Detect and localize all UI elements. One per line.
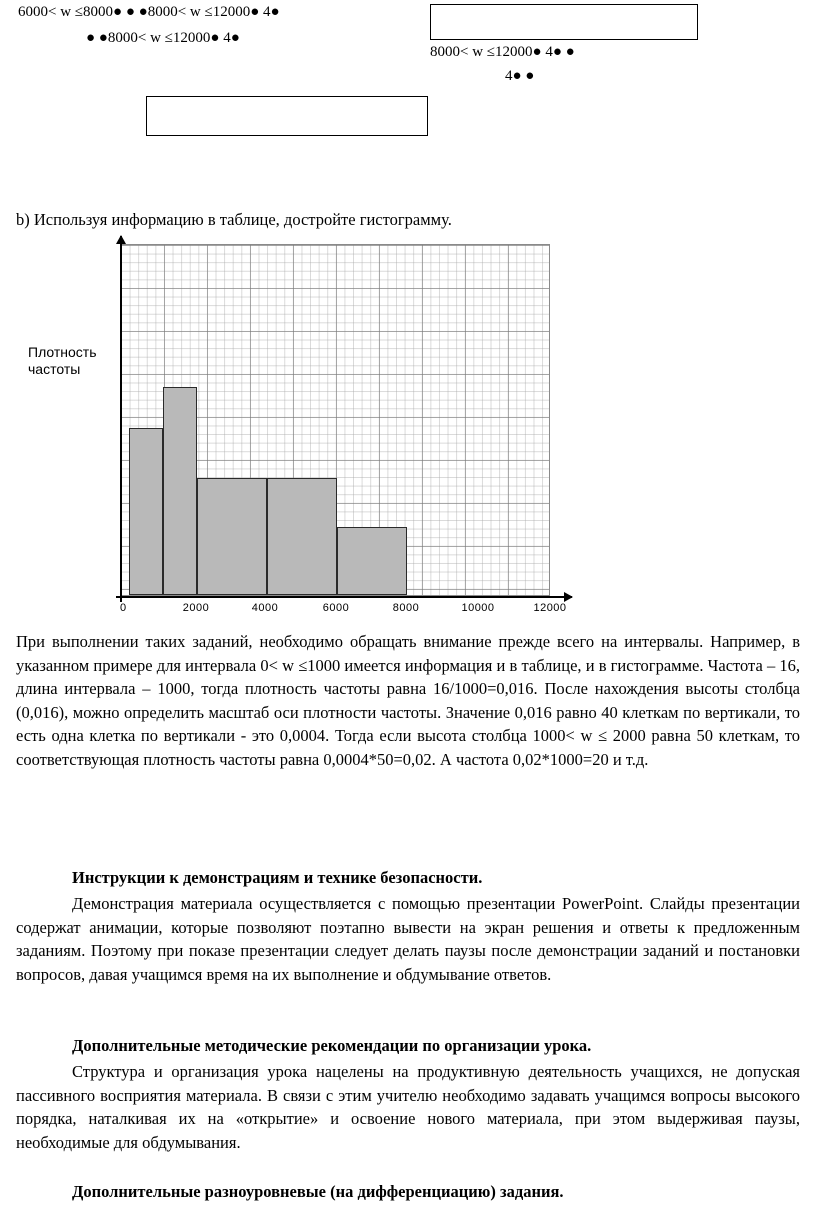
answer-box-top-right[interactable] <box>430 4 698 40</box>
instructions-text: Демонстрация материала осуществляется с помощью презентации PowerPoint. Слайды презентации содержат анимации, которые позволяют поэтапно вывести на экран решения и ответы к предложенным заданиям. Поэтому при показе презентации следует делать паузы после демонстрации заданий и постановки вопросов, давая учащимся время на их выполнение и обдумывание ответов. <box>16 894 800 984</box>
y-axis-label: Плотность частоты <box>28 344 97 377</box>
x-tick-2000: 2000 <box>182 602 210 614</box>
answer-box-left[interactable] <box>146 96 428 136</box>
x-axis <box>116 596 572 598</box>
recommendations-text: Структура и организация урока нацелены на продуктивную деятельность учащихся, не допуская пассивного восприятия материала. В связи с этим учителю необходимо задавать учащимся вопросы высокого порядка, наталкивая их на «открытие» и освоение нового материала, при этом выдерживая паузы, необходимые для обдумывания. <box>16 1062 800 1152</box>
fragment-text-2: ● ●8000< w ≤12000● 4● <box>86 30 240 46</box>
instructions-heading: Инструкции к демонстрациям и технике безопасности. <box>72 868 483 887</box>
bar-1 <box>163 387 197 595</box>
fragment-text-3: 8000< w ≤12000● 4● ● <box>430 44 575 60</box>
fragment-text-1: 6000< w ≤8000● ● ●8000< w ≤12000● 4● <box>18 4 280 20</box>
x-tick-10000: 10000 <box>461 602 495 614</box>
top-fragment-area <box>0 0 816 150</box>
plot-area <box>120 244 550 596</box>
x-tick-4000: 4000 <box>251 602 279 614</box>
bar-0 <box>129 428 163 595</box>
x-tick-12000: 12000 <box>533 602 567 614</box>
bar-2 <box>197 478 267 595</box>
y-axis <box>120 236 122 602</box>
x-tick-origin: 0 <box>120 602 127 614</box>
bar-4 <box>337 527 407 595</box>
bar-3 <box>267 478 337 595</box>
x-tick-8000: 8000 <box>392 602 420 614</box>
x-tick-6000: 6000 <box>322 602 350 614</box>
histogram-chart <box>28 236 580 616</box>
extra-tasks-heading: Дополнительные разноуровневые (на дифференциацию) задания. <box>72 1182 564 1201</box>
recommendations-heading: Дополнительные методические рекомендации по организации урока. <box>72 1036 592 1055</box>
instruction-b: b) Используя информацию в таблице, достройте гистограмму. <box>16 210 452 229</box>
fragment-text-4: 4● ● <box>505 68 535 84</box>
main-explanation-paragraph: При выполнении таких заданий, необходимо обращать внимание прежде всего на интервалы. Например, в указанном примере для интервала 0< w ≤1000 имеется информация и в таблице, и в гистограмме. Частота – 16, длина интервала – 1000, тогда плотность частоты равна 16/1000=0,016. После нахождения высоты столбца (0,016), можно определить масштаб оси плотности частоты. Значение 0,016 равно 40 клеткам по вертикали, то есть одна клетка по вертикали - это 0,0004. Тогда если высота столбца 1000< w ≤ 2000 равна 50 клеткам, то соответствующая плотность частоты равна 0,0004*50=0,02. А частота 0,02*1000=20 и т.д. <box>16 632 800 769</box>
